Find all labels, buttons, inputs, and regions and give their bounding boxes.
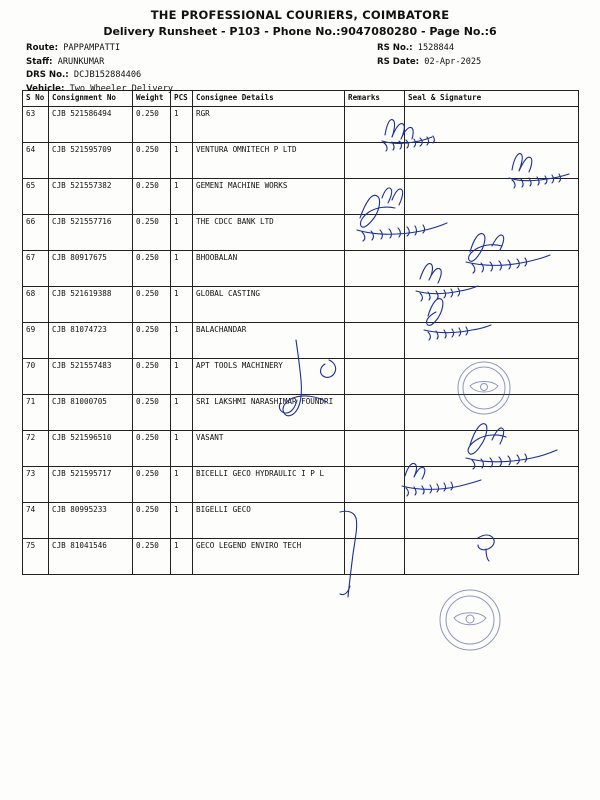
cell-seal-signature <box>405 539 579 575</box>
cell-weight: 0.250 <box>133 503 171 539</box>
vehicle-value: Two Wheeler Delivery <box>69 83 174 94</box>
cell-seal-signature <box>405 431 579 467</box>
cell-pcs: 1 <box>171 395 193 431</box>
cell-remarks <box>345 107 405 143</box>
table-row <box>23 395 579 431</box>
document-subtitle: Delivery Runsheet - P103 - Phone No.:9047080280 - Page No.:6 <box>103 25 497 38</box>
cell-sno: 72 <box>23 431 49 467</box>
cell-consignment-no: CJB 521586494 <box>49 107 133 143</box>
cell-consignment-no: CJB 521619388 <box>49 287 133 323</box>
cell-consignment-no: CJB 80995233 <box>49 503 133 539</box>
cell-consignee-details: VASANT <box>193 431 345 467</box>
vehicle-field <box>26 83 173 97</box>
cell-weight: 0.250 <box>133 179 171 215</box>
cell-seal-signature <box>405 107 579 143</box>
table-row <box>23 287 579 323</box>
cell-sno: 69 <box>23 323 49 359</box>
cell-consignment-no: CJB 81000705 <box>49 395 133 431</box>
route-value: PAPPAMPATTI <box>63 43 121 53</box>
cell-consignee-details: SRI LAKSHMI NARASHIMAR FOUNDRI <box>193 395 345 431</box>
cell-consignee-details: BHOOBALAN <box>193 251 345 287</box>
col-header-remarks: Remarks <box>345 91 405 107</box>
col-header-consignee-details: Consignee Details <box>193 91 345 107</box>
cell-weight: 0.250 <box>133 431 171 467</box>
header-meta-right <box>377 42 481 69</box>
cell-pcs: 1 <box>171 359 193 395</box>
cell-weight: 0.250 <box>133 143 171 179</box>
cell-consignment-no: CJB 521595709 <box>49 143 133 179</box>
cell-seal-signature <box>405 287 579 323</box>
header-meta-left <box>26 42 173 96</box>
runsheet-table <box>22 90 579 575</box>
cell-sno: 74 <box>23 503 49 539</box>
cell-seal-signature <box>405 323 579 359</box>
cell-seal-signature <box>405 467 579 503</box>
cell-remarks <box>345 323 405 359</box>
cell-sno: 70 <box>23 359 49 395</box>
cell-seal-signature <box>405 395 579 431</box>
cell-weight: 0.250 <box>133 215 171 251</box>
cell-consignee-details: VENTURA OMNITECH P LTD <box>193 143 345 179</box>
staff-label: Staff: <box>26 56 53 67</box>
drs-no-label: DRS No.: <box>26 70 69 80</box>
cell-pcs: 1 <box>171 431 193 467</box>
cell-weight: 0.250 <box>133 251 171 287</box>
cell-seal-signature <box>405 143 579 179</box>
col-header-weight: Weight <box>133 91 171 107</box>
cell-remarks <box>345 395 405 431</box>
cell-seal-signature <box>405 503 579 539</box>
cell-consignment-no: CJB 81041546 <box>49 539 133 575</box>
table-row <box>23 323 579 359</box>
cell-consignee-details: GEMENI MACHINE WORKS <box>193 179 345 215</box>
cell-seal-signature <box>405 251 579 287</box>
cell-consignee-details: THE CDCC BANK LTD <box>193 215 345 251</box>
cell-sno: 66 <box>23 215 49 251</box>
cell-consignee-details: BICELLI GECO HYDRAULIC I P L <box>193 467 345 503</box>
rs-no-field <box>377 42 481 56</box>
cell-consignee-details: GECO LEGEND ENVIRO TECH <box>193 539 345 575</box>
route-label: Route: <box>26 43 59 53</box>
col-header-seal-signature: Seal & Signature <box>405 91 579 107</box>
staff-value: ARUNKUMAR <box>57 56 105 67</box>
cell-weight: 0.250 <box>133 395 171 431</box>
cell-remarks <box>345 251 405 287</box>
cell-pcs: 1 <box>171 179 193 215</box>
table-row <box>23 503 579 539</box>
rs-date-value: 02-Apr-2025 <box>424 56 482 67</box>
cell-seal-signature <box>405 359 579 395</box>
cell-sno: 73 <box>23 467 49 503</box>
cell-weight: 0.250 <box>133 359 171 395</box>
cell-pcs: 1 <box>171 287 193 323</box>
table-body <box>23 107 579 575</box>
cell-pcs: 1 <box>171 251 193 287</box>
cell-weight: 0.250 <box>133 467 171 503</box>
cell-consignment-no: CJB 521557716 <box>49 215 133 251</box>
table-row <box>23 107 579 143</box>
cell-pcs: 1 <box>171 143 193 179</box>
table-row <box>23 539 579 575</box>
cell-consignment-no: CJB 521557483 <box>49 359 133 395</box>
drs-no-value: DCJB152884406 <box>73 70 142 80</box>
cell-remarks <box>345 215 405 251</box>
cell-pcs: 1 <box>171 107 193 143</box>
cell-pcs: 1 <box>171 539 193 575</box>
company-title: THE PROFESSIONAL COURIERS, COIMBATORE <box>150 8 450 22</box>
cell-remarks <box>345 179 405 215</box>
table-row <box>23 143 579 179</box>
rs-date-field <box>377 56 481 70</box>
cell-remarks <box>345 539 405 575</box>
table-row <box>23 359 579 395</box>
table-row <box>23 431 579 467</box>
cell-consignee-details: GLOBAL CASTING <box>193 287 345 323</box>
table-row <box>23 251 579 287</box>
cell-seal-signature <box>405 215 579 251</box>
table-row <box>23 467 579 503</box>
cell-weight: 0.250 <box>133 107 171 143</box>
cell-consignment-no: CJB 521596510 <box>49 431 133 467</box>
cell-remarks <box>345 467 405 503</box>
cell-sno: 63 <box>23 107 49 143</box>
cell-sno: 68 <box>23 287 49 323</box>
cell-consignee-details: RGR <box>193 107 345 143</box>
cell-sno: 65 <box>23 179 49 215</box>
cell-remarks <box>345 143 405 179</box>
cell-remarks <box>345 287 405 323</box>
header-meta <box>22 42 578 94</box>
cell-sno: 75 <box>23 539 49 575</box>
cell-sno: 71 <box>23 395 49 431</box>
drs-no-field <box>26 69 173 83</box>
cell-consignee-details: BIGELLI GECO <box>193 503 345 539</box>
cell-sno: 64 <box>23 143 49 179</box>
cell-consignee-details: BALACHANDAR <box>193 323 345 359</box>
cell-seal-signature <box>405 179 579 215</box>
cell-consignment-no: CJB 80917675 <box>49 251 133 287</box>
vehicle-label: Vehicle: <box>26 83 65 94</box>
cell-remarks <box>345 503 405 539</box>
cell-weight: 0.250 <box>133 539 171 575</box>
table-row <box>23 215 579 251</box>
route-field <box>26 42 173 56</box>
rs-no-label: RS No.: <box>377 43 413 53</box>
table-row <box>23 179 579 215</box>
cell-weight: 0.250 <box>133 287 171 323</box>
cell-sno: 67 <box>23 251 49 287</box>
col-header-sno: S No <box>23 91 49 107</box>
staff-field <box>26 56 173 70</box>
rs-no-value: 1528844 <box>417 43 455 53</box>
cell-pcs: 1 <box>171 215 193 251</box>
cell-remarks <box>345 431 405 467</box>
cell-consignee-details: APT TOOLS MACHINERY <box>193 359 345 395</box>
cell-pcs: 1 <box>171 323 193 359</box>
document-header <box>0 0 600 94</box>
cell-consignment-no: CJB 521595717 <box>49 467 133 503</box>
cell-weight: 0.250 <box>133 323 171 359</box>
cell-remarks <box>345 359 405 395</box>
col-header-pcs: PCS <box>171 91 193 107</box>
col-header-consignment-no: Consignment No <box>49 91 133 107</box>
rs-date-label: RS Date: <box>377 56 420 67</box>
cell-pcs: 1 <box>171 467 193 503</box>
cell-pcs: 1 <box>171 503 193 539</box>
cell-consignment-no: CJB 521557382 <box>49 179 133 215</box>
cell-consignment-no: CJB 81074723 <box>49 323 133 359</box>
